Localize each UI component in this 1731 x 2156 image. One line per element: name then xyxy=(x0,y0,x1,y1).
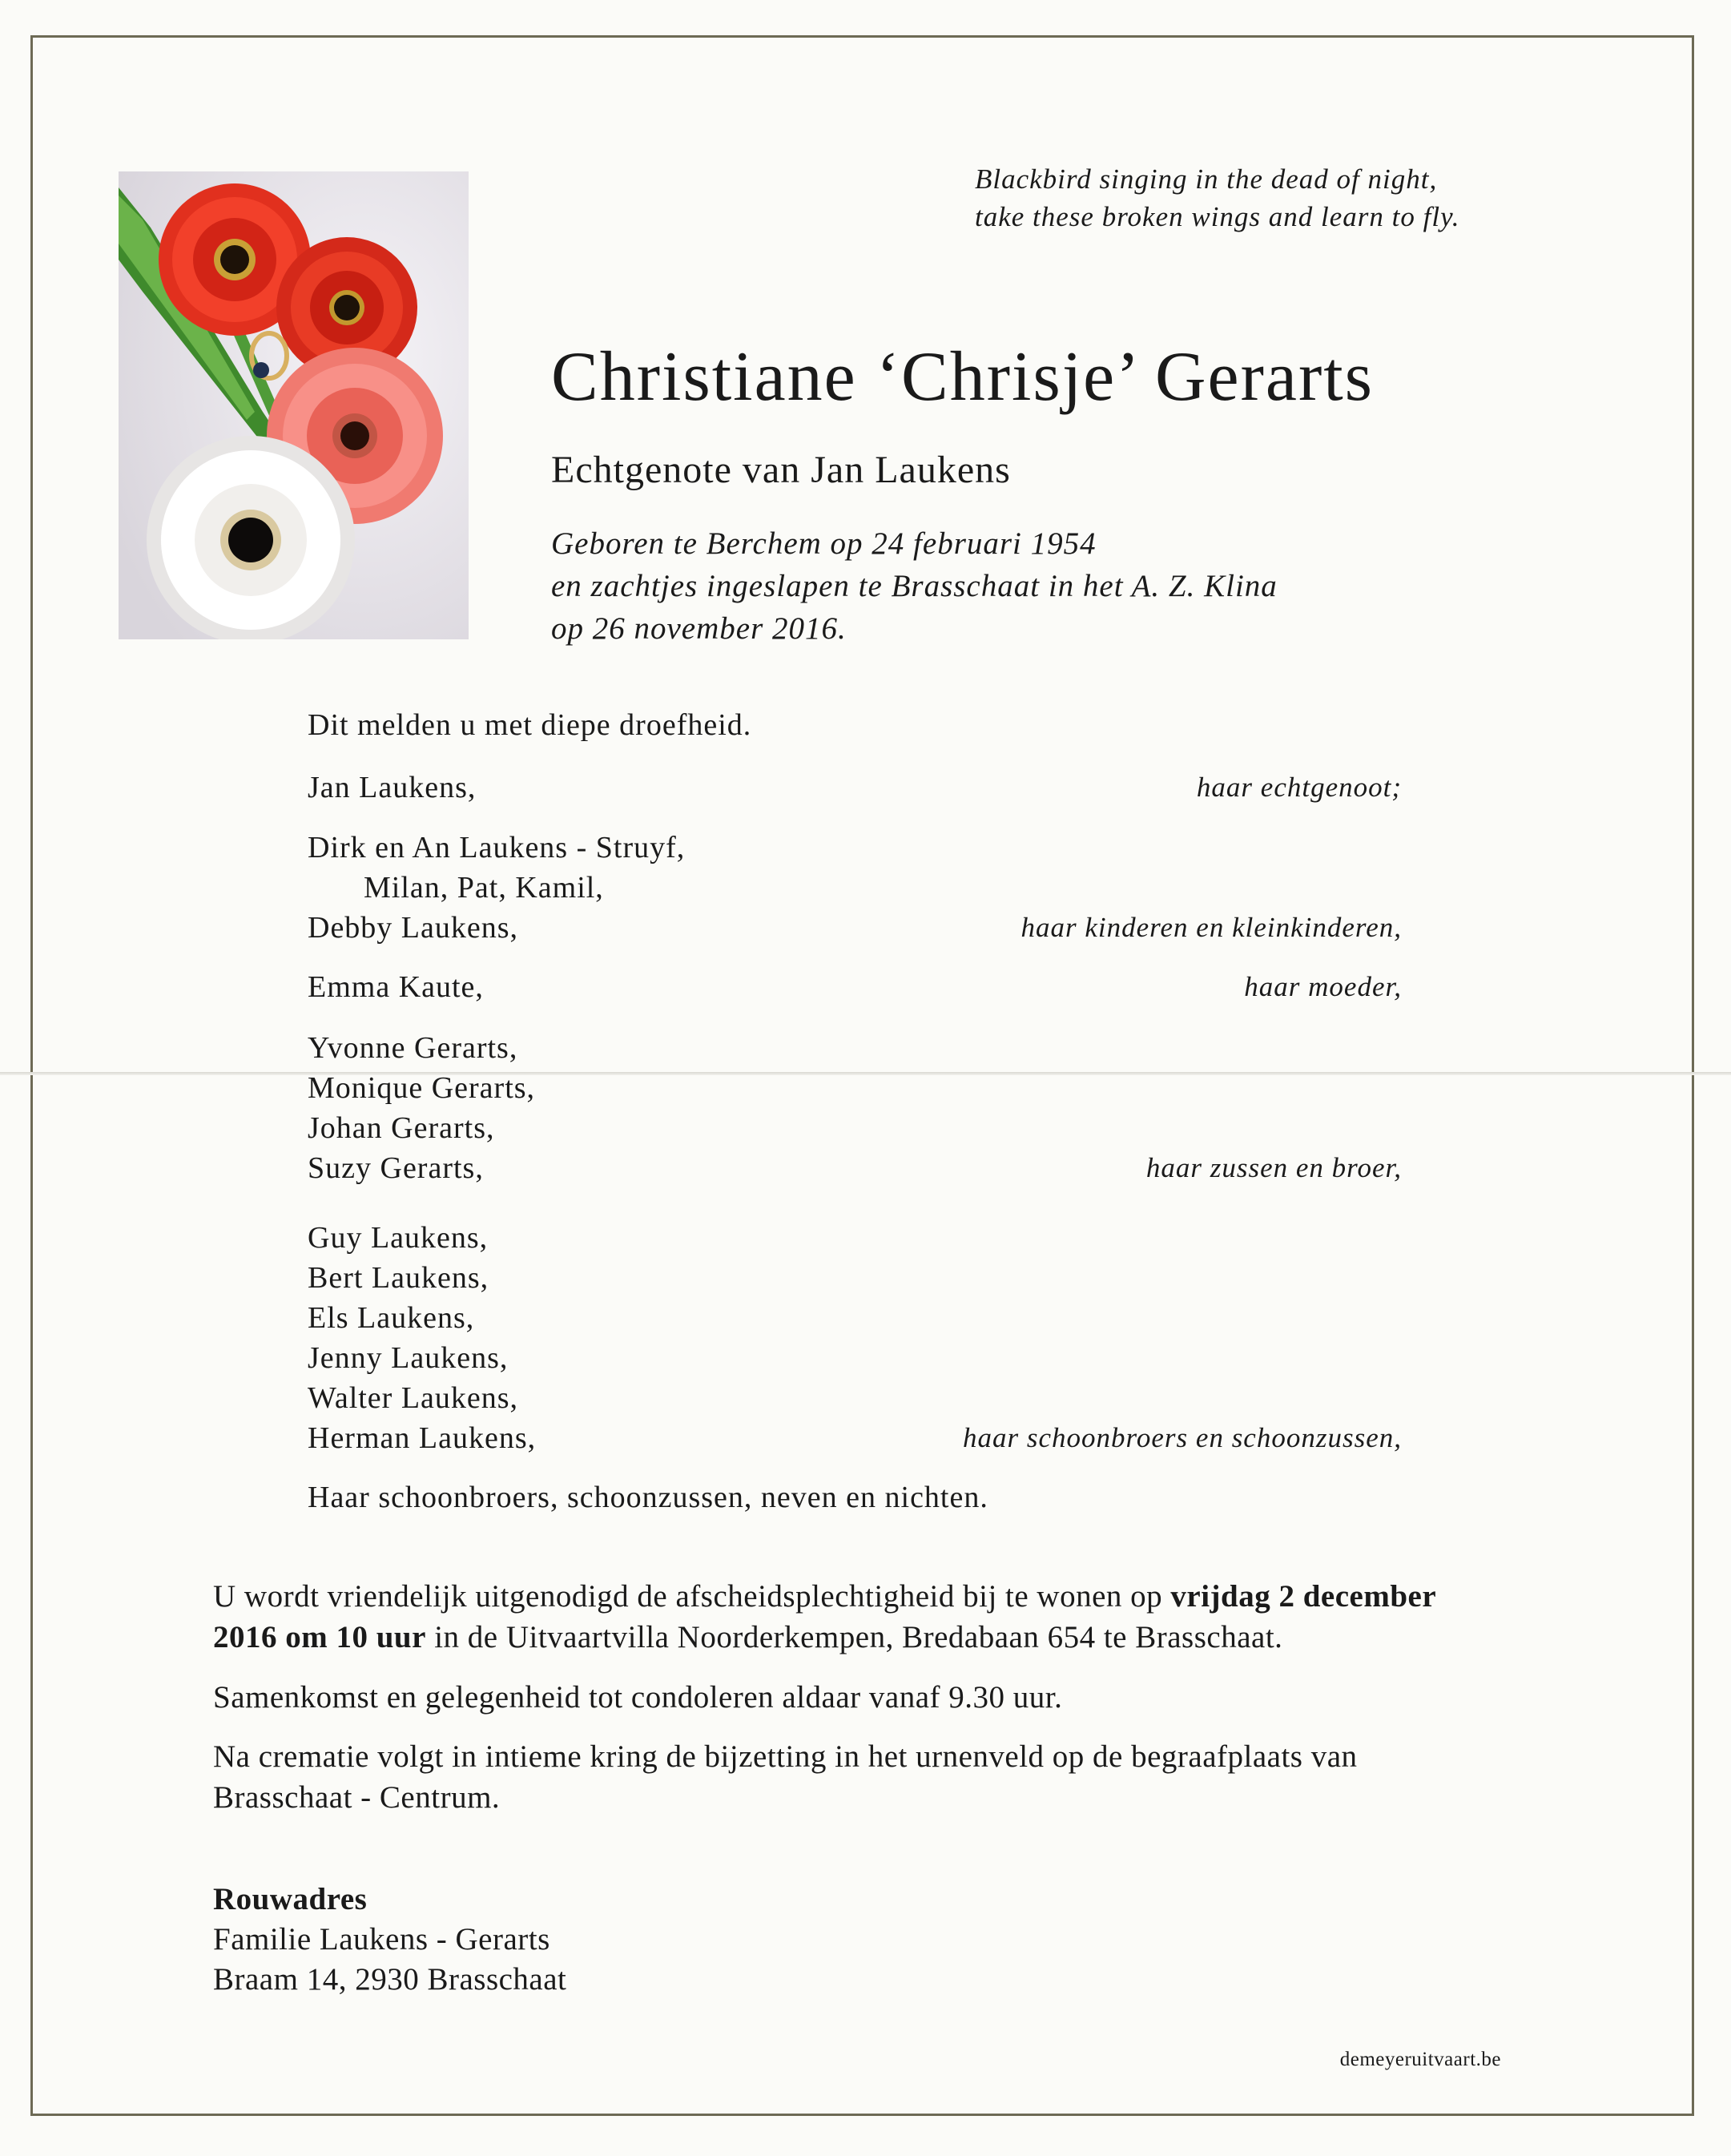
flowers-photo xyxy=(119,171,469,639)
info-line: Geboren te Berchem op 24 februari 1954 xyxy=(551,526,1097,561)
deceased-name: Christiane ‘Chrisje’ Gerarts xyxy=(551,338,1374,416)
family-relation: haar zussen en broer, xyxy=(1145,1152,1402,1183)
family-name: Jan Laukens, xyxy=(308,771,477,804)
family-relation: haar moeder, xyxy=(1244,971,1402,1002)
family-relation: haar echtgenoot; xyxy=(1196,772,1402,803)
announcement: Dit melden u met diepe droefheid. xyxy=(308,708,752,742)
gathering-paragraph: Samenkomst en gelegenheid tot condoleren aldaar vanaf 9.30 uur. xyxy=(213,1680,1063,1715)
family-name: Suzy Gerarts, xyxy=(308,1151,484,1185)
family-name: Debby Laukens, xyxy=(308,911,519,945)
info-line: op 26 november 2016. xyxy=(551,611,847,646)
quote-line: take these broken wings and learn to fly. xyxy=(975,201,1460,232)
family-name: Monique Gerarts, xyxy=(308,1071,536,1105)
family-group-siblings xyxy=(308,1028,1402,1188)
spouse-line: Echtgenote van Jan Laukens xyxy=(551,449,1011,491)
info-line: en zachtjes ingeslapen te Brasschaat in het A. Z. Klina xyxy=(551,569,1278,603)
ceremony-paragraph xyxy=(213,1576,1503,1658)
family-name: Yvonne Gerarts, xyxy=(308,1031,518,1065)
quote-line: Blackbird singing in the dead of night, xyxy=(975,163,1438,195)
family-name: Jenny Laukens, xyxy=(308,1341,509,1375)
ceremony-location: in de Uitvaartvilla Noorderkempen, Bredabaan 654 te Brasschaat. xyxy=(425,1620,1283,1654)
ceremony-time: 2016 om 10 uur xyxy=(213,1620,426,1654)
family-group-children xyxy=(308,828,1402,948)
family-name: Emma Kaute, xyxy=(308,970,484,1004)
family-name: Milan, Pat, Kamil, xyxy=(364,871,604,905)
ceremony-date: vrijdag 2 december xyxy=(1170,1579,1437,1614)
family-relation: haar kinderen en kleinkinderen, xyxy=(1020,912,1402,943)
family-group-mother xyxy=(308,967,1402,1007)
family-group-in-laws xyxy=(308,1218,1402,1458)
mourning-address-line: Familie Laukens - Gerarts xyxy=(213,1922,550,1957)
family-name: Dirk en An Laukens - Struyf, xyxy=(308,831,686,864)
mourning-address-title: Rouwadres xyxy=(213,1882,368,1916)
family-name: Herman Laukens, xyxy=(308,1421,537,1455)
family-group-extended xyxy=(308,1477,1402,1517)
cremation-line: Brasschaat - Centrum. xyxy=(213,1780,501,1815)
family-name: Els Laukens, xyxy=(308,1301,475,1335)
family-name: Walter Laukens, xyxy=(308,1381,519,1415)
family-name: Guy Laukens, xyxy=(308,1221,489,1255)
family-name: Haar schoonbroers, schoonzussen, neven en nichten. xyxy=(308,1481,988,1514)
cremation-line: Na crematie volgt in intieme kring de bijzetting in het urnenveld op de begraafplaats van xyxy=(213,1739,1358,1774)
mourning-address-line: Braam 14, 2930 Brasschaat xyxy=(213,1962,567,1997)
mourning-address xyxy=(213,1880,566,2000)
family-relation: haar schoonbroers en schoonzussen, xyxy=(963,1422,1402,1453)
epigraph-quote xyxy=(975,160,1536,236)
family-name: Johan Gerarts, xyxy=(308,1111,495,1145)
family-name: Bert Laukens, xyxy=(308,1261,489,1295)
family-group-spouse xyxy=(308,768,1402,808)
funeral-home-website: demeyeruitvaart.be xyxy=(1339,2049,1501,2070)
ceremony-text: U wordt vriendelijk uitgenodigd de afscheidsplechtigheid bij te wonen op xyxy=(213,1579,1171,1614)
cremation-paragraph xyxy=(213,1736,1503,1818)
birth-death-info xyxy=(551,522,1278,650)
